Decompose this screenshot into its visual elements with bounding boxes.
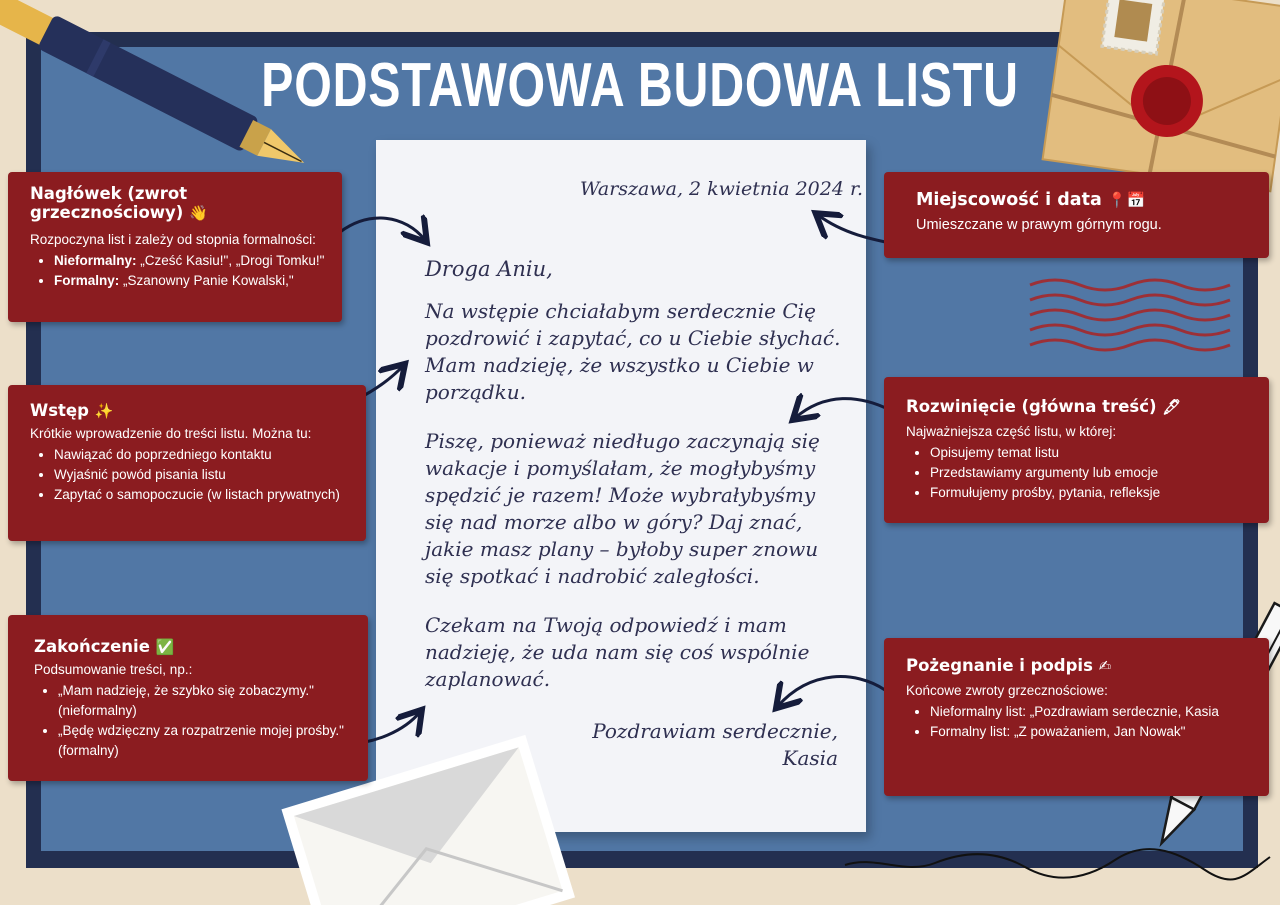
box-pozegnanie-desc: Końcowe zwroty grzecznościowe:	[906, 683, 1108, 698]
box-naglowek-title: Nagłówek (zwrot grzecznościowy) 👋	[30, 184, 208, 222]
box-rozwiniecie-title: Rozwinięcie (główna treść) 🖋	[906, 397, 1182, 416]
arrow-rozwiniecie	[795, 399, 890, 418]
box-naglowek-desc: Rozpoczyna list i zależy od stopnia formalności:	[30, 232, 316, 247]
box-miejscowosc-title: Miejscowość i data 📍📅	[916, 190, 1146, 210]
pen-nib-icon: 🖋	[1162, 398, 1182, 416]
list-item: • „Mam nadzieję, że szybko się zobaczymy." (nieformalny)	[58, 681, 354, 721]
box-wstep	[8, 385, 366, 541]
list-item: • Nieformalny list: „Pozdrawiam serdecznie, Kasia	[930, 702, 1255, 722]
list-item: • Formalny list: „Z poważaniem, Jan Nowak"	[930, 722, 1255, 742]
box-pozegnanie-title: Pożegnanie i podpis ✍	[906, 656, 1112, 675]
letter-greeting: Droga Aniu,	[425, 257, 553, 281]
arrow-naglowek	[340, 218, 425, 240]
arrow-pozegnanie	[778, 677, 885, 706]
box-zakonczenie	[8, 615, 368, 781]
list-item: • Formalny: „Szanowny Panie Kowalski,"	[54, 271, 328, 291]
box-wstep-title: Wstęp ✨	[30, 401, 114, 420]
list-item: • „Będę wdzięczny za rozpatrzenie mojej prośby." (formalny)	[58, 721, 354, 761]
box-miejscowosc-desc: Umieszczane w prawym górnym rogu.	[916, 217, 1162, 233]
box-pozegnanie	[884, 638, 1269, 796]
list-item: • Nawiązać do poprzedniego kontaktu	[54, 445, 352, 465]
check-mark-icon: ✅	[155, 638, 175, 656]
list-item: • Formułujemy prośby, pytania, refleksje	[930, 483, 1255, 503]
pin-calendar-icon: 📍📅	[1107, 191, 1146, 209]
box-wstep-desc: Krótkie wprowadzenie do treści listu. Można tu:	[30, 426, 312, 441]
page-title: PODSTAWOWA BUDOWA LISTU	[261, 51, 1019, 120]
box-zakonczenie-title: Zakończenie ✅	[34, 637, 175, 656]
box-zakonczenie-desc: Podsumowanie treści, np.:	[34, 662, 193, 677]
list-item: • Opisujemy temat listu	[930, 443, 1255, 463]
list-item: • Nieformalny: „Cześć Kasiu!", „Drogi Tomku!"	[54, 251, 328, 271]
letter-closing-phrase: Pozdrawiam serdecznie,	[592, 719, 838, 743]
writing-hand-icon: ✍	[1098, 657, 1112, 675]
waving-hand-icon: 👋	[189, 204, 208, 222]
letter-signature: Kasia	[782, 746, 838, 770]
letter-paragraph: Czekam na Twoją odpowiedź i mam nadzieję, że uda nam się coś wspólnie zaplanować.	[425, 613, 810, 691]
box-rozwiniecie-desc: Najważniejsza część listu, w której:	[906, 424, 1117, 439]
list-item: • Przedstawiamy argumenty lub emocje	[930, 463, 1255, 483]
letter-place-date: Warszawa, 2 kwietnia 2024 r.	[580, 178, 864, 200]
list-item: • Wyjaśnić powód pisania listu	[54, 465, 352, 485]
letter-paragraph: Piszę, ponieważ niedługo zaczynają się wakacje i pomyślałam, że mogłybyśmy spędzić je razem! Może wybrałybyśmy się nad morze albo w góry? Daj znać, jakie masz plany – byłoby super znowu się spotkać i nadrobić zaległości.	[425, 429, 820, 588]
box-naglowek	[8, 172, 342, 322]
sparkles-icon: ✨	[94, 402, 114, 420]
box-miejscowosc	[884, 172, 1269, 258]
box-rozwiniecie	[884, 377, 1269, 523]
list-item: • Zapytać o samopoczucie (w listach prywatnych)	[54, 485, 352, 505]
letter-paragraph: Na wstępie chciałabym serdecznie Cię pozdrowić i zapytać, co u Ciebie słychać. Mam nadzieję, że wszystko u Ciebie w porządku.	[425, 299, 841, 404]
